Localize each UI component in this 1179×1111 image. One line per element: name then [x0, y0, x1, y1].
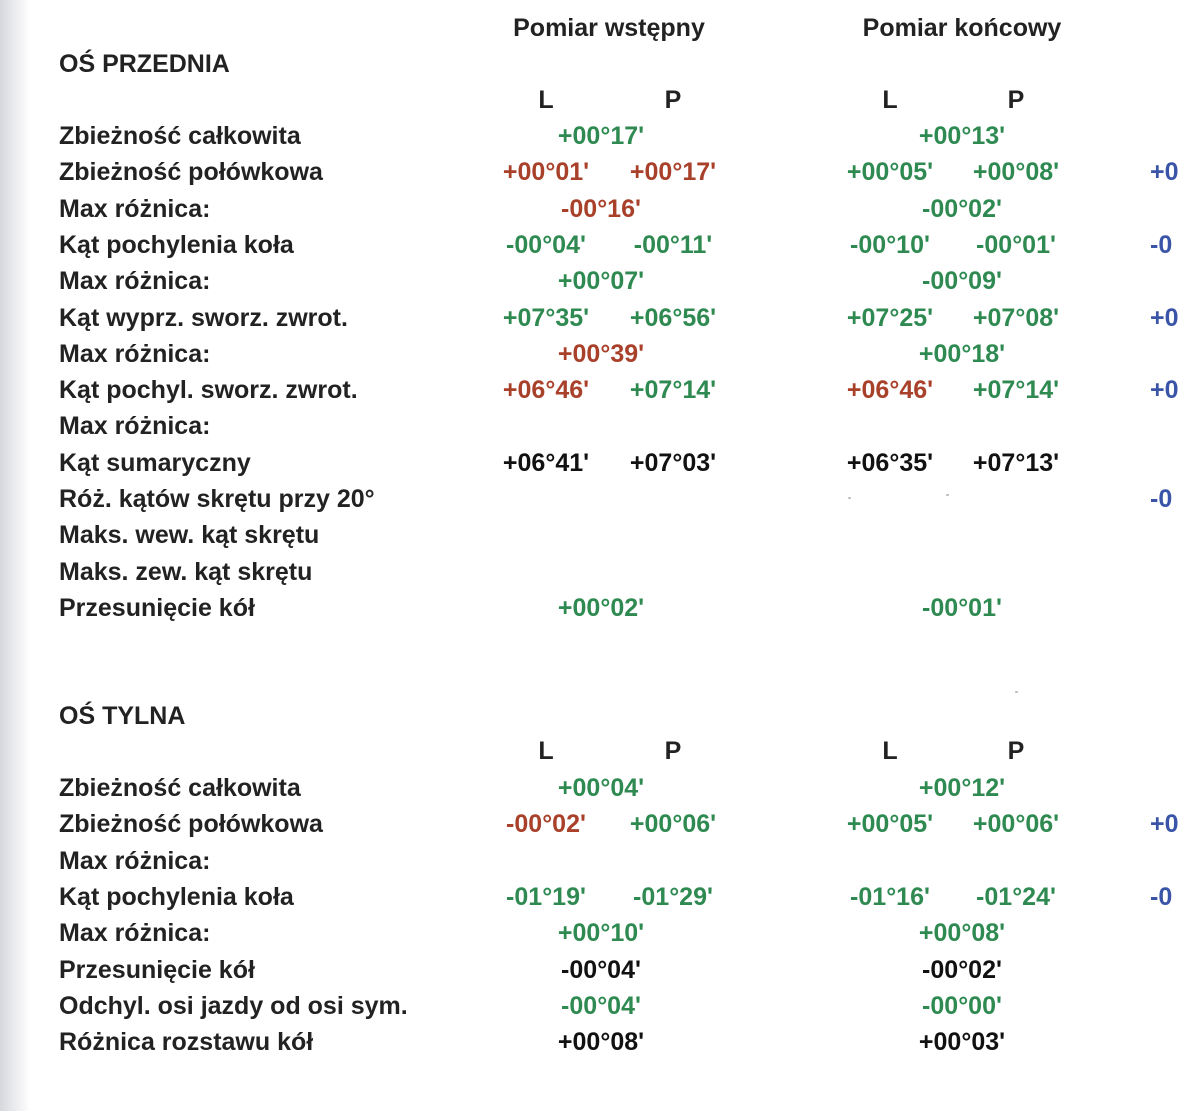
reference-value: +0 — [1150, 304, 1179, 332]
final-combined-value: +00°08' — [918, 919, 1006, 947]
initial-combined-value: +00°08' — [557, 1028, 645, 1056]
final-left-value: -00°10' — [850, 231, 930, 259]
initial-left-value: -00°02' — [506, 810, 586, 838]
row-label: Zbieżność całkowita — [59, 122, 301, 150]
row-label: Kąt sumaryczny — [59, 449, 251, 477]
initial-combined-value: -00°16' — [561, 195, 641, 223]
final-left-value: +00°05' — [846, 810, 934, 838]
row-label: Kąt pochylenia koła — [59, 883, 294, 911]
column-left-header: L — [882, 86, 898, 114]
initial-right-value: +00°06' — [629, 810, 717, 838]
final-combined-value: +00°03' — [918, 1028, 1006, 1056]
row-label: Zbieżność całkowita — [59, 774, 301, 802]
row-label: Max różnica: — [59, 340, 211, 368]
initial-left-value: +06°46' — [502, 376, 590, 404]
reference-value: +0 — [1150, 376, 1179, 404]
initial-combined-value: -00°04' — [561, 956, 641, 984]
row-label: Max różnica: — [59, 267, 211, 295]
reference-value: +0 — [1150, 810, 1179, 838]
header-initial-measurement: Pomiar wstępny — [513, 14, 705, 42]
final-left-value: +07°25' — [846, 304, 934, 332]
scan-speck — [946, 494, 949, 496]
row-label: Maks. zew. kąt skrętu — [59, 558, 313, 586]
final-combined-value: +00°12' — [918, 774, 1006, 802]
column-right-header: P — [1007, 86, 1025, 114]
final-combined-value: +00°13' — [918, 122, 1006, 150]
initial-combined-value: +00°02' — [557, 594, 645, 622]
final-left-value: +06°35' — [846, 449, 934, 477]
row-label: Max różnica: — [59, 919, 211, 947]
row-label: Max różnica: — [59, 195, 211, 223]
final-combined-value: -00°02' — [922, 195, 1002, 223]
initial-right-value: -01°29' — [633, 883, 713, 911]
column-left-header: L — [882, 737, 898, 765]
column-left-header: L — [538, 737, 554, 765]
row-label: Odchyl. osi jazdy od osi sym. — [59, 992, 408, 1020]
initial-right-value: +00°17' — [629, 158, 717, 186]
row-label: Maks. wew. kąt skrętu — [59, 521, 320, 549]
reference-value: -0 — [1150, 231, 1173, 259]
row-label: Przesunięcie kół — [59, 594, 255, 622]
row-label: Przesunięcie kół — [59, 956, 255, 984]
final-combined-value: -00°00' — [922, 992, 1002, 1020]
final-combined-value: -00°01' — [922, 594, 1002, 622]
final-left-value: +06°46' — [846, 376, 934, 404]
initial-right-value: +07°14' — [629, 376, 717, 404]
initial-combined-value: +00°17' — [557, 122, 645, 150]
final-right-value: +00°08' — [972, 158, 1060, 186]
initial-combined-value: +00°04' — [557, 774, 645, 802]
row-label: Kąt wyprz. sworz. zwrot. — [59, 304, 348, 332]
column-right-header: P — [664, 737, 682, 765]
initial-left-value: +07°35' — [502, 304, 590, 332]
final-combined-value: +00°18' — [918, 340, 1006, 368]
final-left-value: -01°16' — [850, 883, 930, 911]
initial-left-value: +06°41' — [502, 449, 590, 477]
final-left-value: +00°05' — [846, 158, 934, 186]
initial-right-value: -00°11' — [633, 231, 713, 259]
row-label: Róż. kątów skrętu przy 20° — [59, 485, 375, 513]
final-right-value: -00°01' — [976, 231, 1056, 259]
front-axle-title: OŚ PRZEDNIA — [59, 50, 230, 78]
column-left-header: L — [538, 86, 554, 114]
page-edge-shadow — [0, 0, 30, 1111]
rear-axle-title: OŚ TYLNA — [59, 702, 186, 730]
reference-value: +0 — [1150, 158, 1179, 186]
initial-combined-value: -00°04' — [561, 992, 641, 1020]
initial-left-value: -01°19' — [506, 883, 586, 911]
column-right-header: P — [1007, 737, 1025, 765]
row-label: Zbieżność połówkowa — [59, 158, 323, 186]
column-right-header: P — [664, 86, 682, 114]
row-label: Kąt pochylenia koła — [59, 231, 294, 259]
reference-value: -0 — [1150, 485, 1173, 513]
final-combined-value: -00°02' — [922, 956, 1002, 984]
initial-combined-value: +00°10' — [557, 919, 645, 947]
row-label: Max różnica: — [59, 847, 211, 875]
initial-left-value: +00°01' — [502, 158, 590, 186]
row-label: Max różnica: — [59, 412, 211, 440]
final-right-value: -01°24' — [976, 883, 1056, 911]
scan-speck — [1015, 691, 1018, 693]
initial-combined-value: +00°39' — [557, 340, 645, 368]
final-combined-value: -00°09' — [922, 267, 1002, 295]
header-final-measurement: Pomiar końcowy — [862, 14, 1062, 42]
initial-right-value: +07°03' — [629, 449, 717, 477]
initial-combined-value: +00°07' — [557, 267, 645, 295]
initial-right-value: +06°56' — [629, 304, 717, 332]
final-right-value: +00°06' — [972, 810, 1060, 838]
reference-value: -0 — [1150, 883, 1173, 911]
final-right-value: +07°08' — [972, 304, 1060, 332]
final-right-value: +07°13' — [972, 449, 1060, 477]
row-label: Różnica rozstawu kół — [59, 1028, 314, 1056]
scan-speck — [848, 497, 851, 499]
final-right-value: +07°14' — [972, 376, 1060, 404]
row-label: Kąt pochyl. sworz. zwrot. — [59, 376, 358, 404]
row-label: Zbieżność połówkowa — [59, 810, 323, 838]
initial-left-value: -00°04' — [506, 231, 586, 259]
